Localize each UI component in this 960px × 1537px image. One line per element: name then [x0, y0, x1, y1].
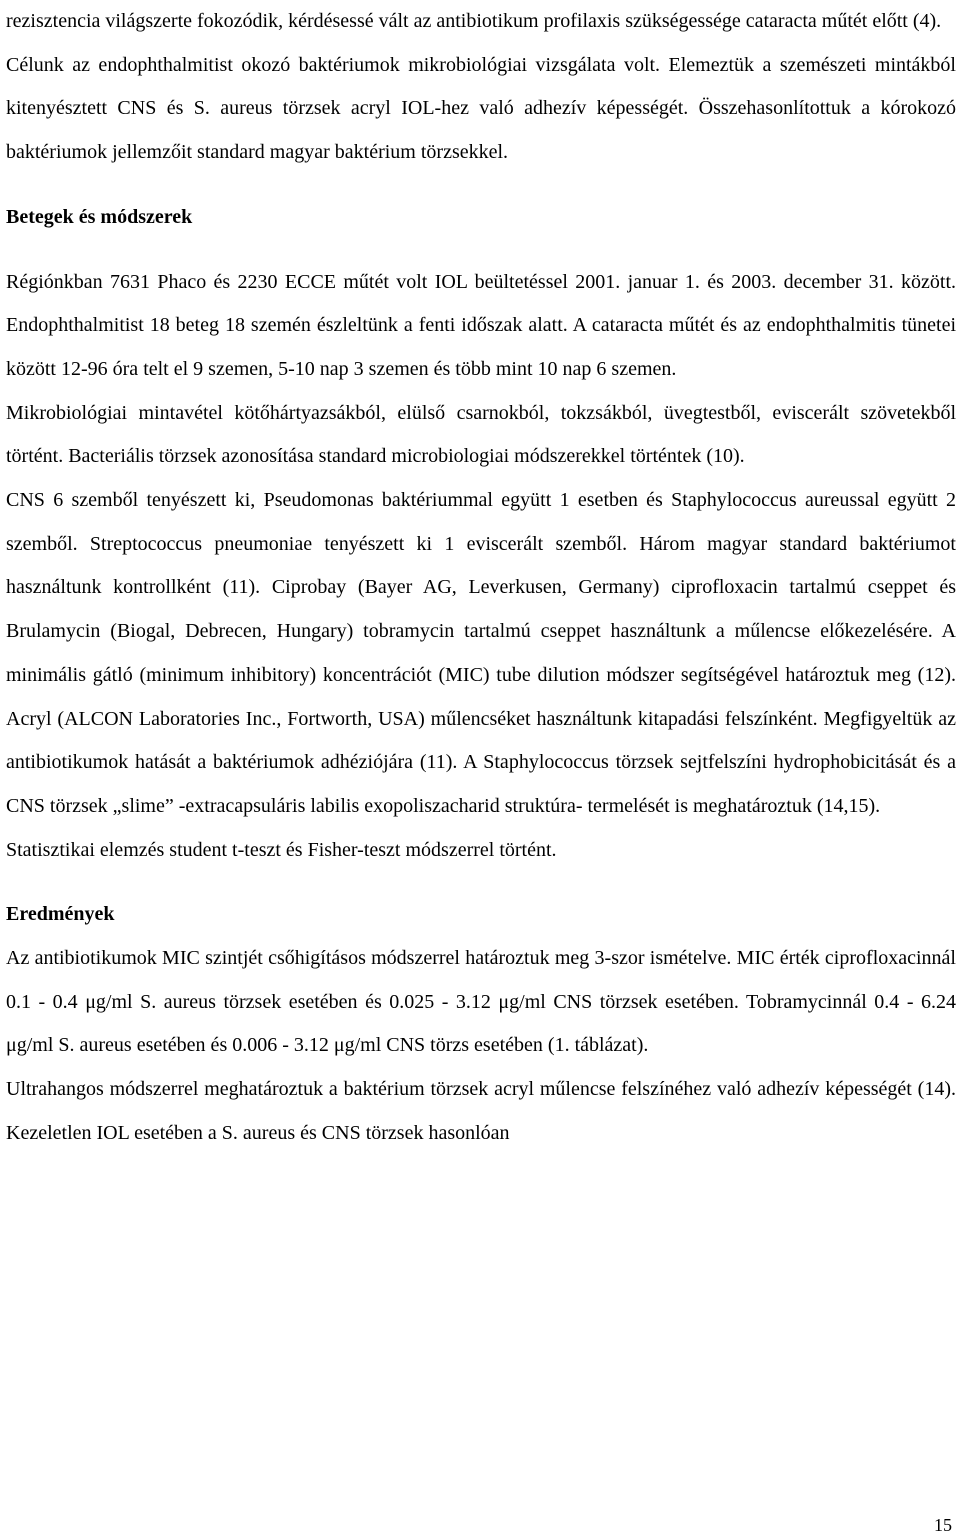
methods-paragraph-1: Régiónkban 7631 Phaco és 2230 ECCE műtét volt IOL beültetéssel 2001. januar 1. és 2003. december 31. között. Endophthalmitist 18 beteg 18 szemén észleltünk a fenti időszak alatt. A cataracta műtét és az endophthalmitis tünetei között 12-96 óra telt el 9 szemen, 5-10 nap 3 szemen és több mint 10 nap 6 szemen.	[6, 270, 956, 380]
methods-paragraph-4: Statisztikai elemzés student t-teszt és Fisher-teszt módszerrel történt.	[6, 838, 557, 861]
results-paragraph-1: Az antibiotikumok MIC szintjét csőhigításos módszerrel határoztuk meg 3-szor ismételve. MIC érték ciprofloxacinnál 0.1 - 0.4 μg/ml S. aureus törzsek esetében és 0.025 - 3.12 μg/ml CNS törzsek esetében. Tobramycinnál 0.4 - 6.24 μg/ml S. aureus esetében és 0.006 - 3.12 μg/ml CNS törzs esetében (1. táblázat).	[6, 947, 956, 1057]
section-gap	[6, 872, 956, 893]
methods-paragraph-3: CNS 6 szemből tenyészett ki, Pseudomonas baktériummal együtt 1 esetben és Staphylococcus aureussal együtt 2 szemből. Streptococcus pneumoniae tenyészett ki 1 eviscerált szemből. Három magyar standard baktériumot használtunk kontrollként (11). Ciprobay (Bayer AG, Leverkusen, Germany) ciprofloxacin tartalmú cseppet és Brulamycin (Biogal, Debrecen, Hungary) tobramycin tartalmú cseppet használtunk a műlencse előkezelésére. A minimális gátló (minimum inhibitory) koncentrációt (MIC) tube dilution módszer segítségével határoztuk meg (12). Acryl (ALCON Laboratories Inc., Fortworth, USA) műlencséket használtunk kitapadási felszínként. Megfigyeltük az antibiotikumok hatását a baktériumok adhéziójára (11). A Staphylococcus törzsek sejtfelszíni hydrophobicitását és a CNS törzsek „slime” -extracapsuláris labilis exopoliszacharid struktúra- termelését is meghatároztuk (14,15).	[6, 489, 956, 817]
page-number: 15	[934, 1515, 952, 1535]
methods-paragraph-2: Mikrobiológiai mintavétel kötőhártyazsákból, elülső csarnokból, tokzsákból, üvegtestből, eviscerált szövetekből történt. Bacteriális törzsek azonosítása standard microbiologiai módszerekkel történtek (10).	[6, 401, 956, 468]
section-gap	[6, 240, 956, 261]
methods-heading: Betegek és módszerek	[6, 205, 193, 228]
section-gap	[6, 175, 956, 196]
intro-paragraph-1: rezisztencia világszerte fokozódik, kérdésessé vált az antibiotikum profilaxis szükségessége cataracta műtét előtt (4).	[6, 10, 942, 32]
results-heading: Eredmények	[6, 903, 115, 926]
results-paragraph-2: Ultrahangos módszerrel meghatároztuk a baktérium törzsek acryl műlencse felszínéhez való adhezív képességét (14). Kezeletlen IOL esetében a S. aureus és CNS törzsek hasonlóan	[6, 1078, 956, 1144]
intro-paragraph-2: Célunk az endophthalmitist okozó baktériumok mikrobiológiai vizsgálata volt. Elemeztük a szemészeti mintákból kitenyésztett CNS és S. aureus törzsek acryl IOL-hez való adhezív képességét. Összehasonlítottuk a kórokozó baktériumok jellemzőit standard magyar baktérium törzsekkel.	[6, 53, 956, 164]
document-page	[6, 0, 956, 1156]
